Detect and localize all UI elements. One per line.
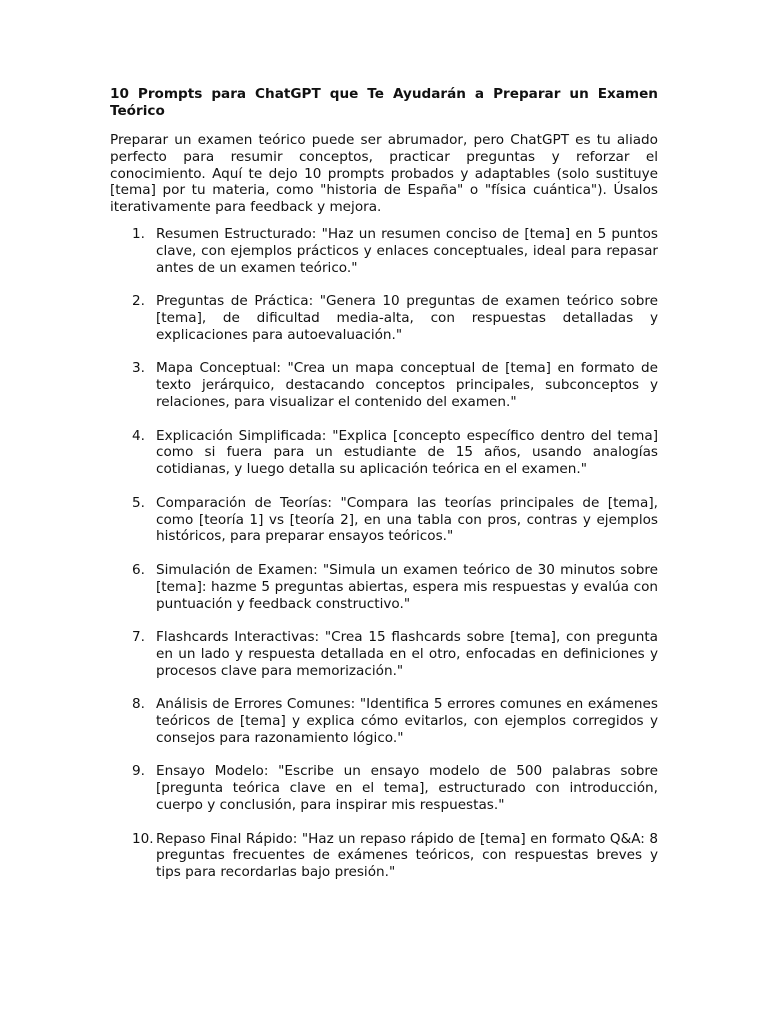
item-text: Comparación de Teorías: "Compara las teorías principales de [tema], como [teoría 1] vs [teoría 2], en una tabla con pros, contras y ejemplos históricos, para preparar ensayos teóricos." [156, 494, 658, 545]
item-text: Resumen Estructurado: "Haz un resumen conciso de [tema] en 5 puntos clave, con ejemplos prácticos y enlaces conceptuales, ideal para repasar antes de un examen teórico." [156, 225, 658, 276]
item-number: 4. [132, 427, 145, 444]
list-item [110, 562, 658, 612]
item-text: Análisis de Errores Comunes: "Identifica 5 errores comunes en exámenes teóricos de [tema] y explica cómo evitarlos, con ejemplos corregidos y consejos para razonamiento lógico." [156, 696, 658, 746]
item-text: Simulación de Examen: "Simula un examen teórico de 30 minutos sobre [tema]: hazme 5 preguntas abiertas, espera mis respuestas y evalúa con puntuación y feedback constructivo." [156, 561, 658, 612]
item-text: Preguntas de Práctica: "Genera 10 preguntas de examen teórico sobre [tema], de dificultad media-alta, con respuestas detalladas y explicaciones para autoevaluación." [156, 293, 658, 343]
list-item [110, 629, 658, 679]
item-number: 5. [132, 494, 145, 511]
list-item [110, 293, 658, 343]
item-text: Explicación Simplificada: "Explica [concepto específico dentro del tema] como si fuera para un estudiante de 15 años, usando analogías cotidianas, y luego detalla su aplicación teórica en el examen." [156, 427, 658, 478]
item-number: 10. [132, 830, 154, 847]
item-text: Mapa Conceptual: "Crea un mapa conceptual de [tema] en formato de texto jerárquico, destacando conceptos principales, subconceptos y relaciones, para visualizar el contenido del examen." [156, 360, 658, 410]
item-number: 2. [132, 293, 145, 310]
list-item [110, 696, 658, 746]
item-text: Flashcards Interactivas: "Crea 15 flashcards sobre [tema], con pregunta en un lado y respuesta detallada en el otro, enfocadas en definiciones y procesos clave para memorización." [156, 629, 658, 679]
list-item [110, 226, 658, 276]
item-number: 6. [132, 561, 145, 578]
list-item [110, 360, 658, 410]
document-title: 10 Prompts para ChatGPT que Te Ayudarán a Preparar un Examen Teórico [110, 86, 658, 119]
list-item [110, 495, 658, 545]
list-item [110, 831, 658, 881]
item-number: 3. [132, 360, 145, 377]
item-text: Ensayo Modelo: "Escribe un ensayo modelo de 500 palabras sobre [pregunta teórica clave en el tema], estructurado con introducción, cuerpo y conclusión, para inspirar mis respuestas." [156, 763, 658, 814]
item-text: Repaso Final Rápido: "Haz un repaso rápido de [tema] en formato Q&A: 8 preguntas frecuentes de exámenes teóricos, con respuestas breves y tips para recordarlas bajo presión." [156, 830, 658, 881]
prompt-list [110, 226, 658, 881]
item-number: 8. [132, 696, 145, 713]
item-number: 9. [132, 763, 145, 780]
list-item [110, 428, 658, 478]
item-number: 7. [132, 629, 145, 646]
list-item [110, 763, 658, 813]
intro-paragraph: Preparar un examen teórico puede ser abrumador, pero ChatGPT es tu aliado perfecto para resumir conceptos, practicar preguntas y reforzar el conocimiento. Aquí te dejo 10 prompts probados y adaptables (solo sustituye [tema] por tu materia, como "historia de España" o "física cuántica"). Úsalos iterativamente para feedback y mejora. [110, 132, 658, 216]
item-number: 1. [132, 225, 145, 242]
